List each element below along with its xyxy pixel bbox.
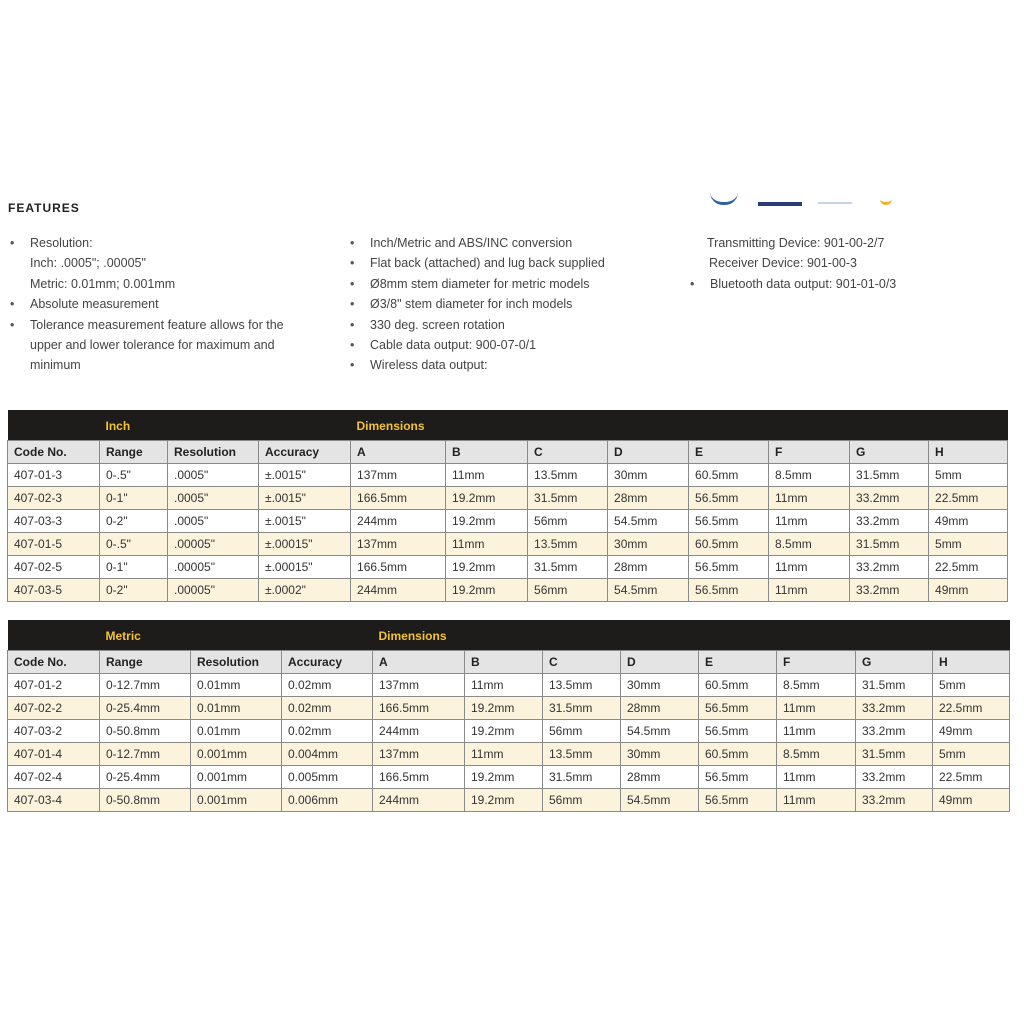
table-cell: 0.006mm: [282, 789, 373, 812]
features-heading: FEATURES: [8, 201, 80, 215]
table-row: [8, 487, 1008, 510]
table-cell: 11mm: [465, 674, 543, 697]
table-row: [8, 510, 1008, 533]
band-label-dimensions: Dimensions: [373, 620, 1010, 651]
column-header: Accuracy: [282, 651, 373, 674]
table-cell: ±.00015": [259, 533, 351, 556]
table-cell: 30mm: [621, 743, 699, 766]
table-cell: 0-25.4mm: [100, 766, 191, 789]
column-header: E: [699, 651, 777, 674]
table-cell: 31.5mm: [856, 674, 933, 697]
table-cell: 19.2mm: [465, 720, 543, 743]
table-cell: 407-03-2: [8, 720, 100, 743]
table-cell: 13.5mm: [543, 743, 621, 766]
table-cell: 54.5mm: [608, 510, 689, 533]
features-column-3: [688, 233, 1018, 294]
table-cell: 33.2mm: [850, 556, 929, 579]
table-cell: 33.2mm: [850, 510, 929, 533]
logo-mark: [758, 196, 802, 206]
table-cell: 19.2mm: [446, 487, 528, 510]
table-cell: 0.001mm: [191, 766, 282, 789]
table-cell: 5mm: [929, 533, 1008, 556]
band-label-dimensions: Dimensions: [351, 410, 1008, 441]
table-cell: 11mm: [465, 743, 543, 766]
table-cell: 0.02mm: [282, 720, 373, 743]
table-cell: 11mm: [769, 510, 850, 533]
feature-item: [688, 253, 1018, 273]
table-cell: 0-1": [100, 556, 168, 579]
table-cell: 56.5mm: [699, 720, 777, 743]
table-cell: 56mm: [528, 579, 608, 602]
table-cell: 19.2mm: [446, 556, 528, 579]
feature-text: Wireless data output:: [370, 358, 488, 373]
band-label-unit: Inch: [100, 410, 351, 441]
table-cell: 0-25.4mm: [100, 697, 191, 720]
feature-text: Ø3/8" stem diameter for inch models: [370, 297, 573, 312]
table-cell: 0-.5": [100, 464, 168, 487]
table-cell: 166.5mm: [351, 556, 446, 579]
table-cell: 5mm: [933, 743, 1010, 766]
table-cell: 54.5mm: [621, 789, 699, 812]
table-cell: 407-02-4: [8, 766, 100, 789]
table-row: [8, 579, 1008, 602]
table-cell: 166.5mm: [373, 766, 465, 789]
column-header: H: [929, 441, 1008, 464]
column-header: Code No.: [8, 651, 100, 674]
feature-text: Resolution:: [30, 236, 93, 250]
column-header: B: [446, 441, 528, 464]
table-cell: 60.5mm: [689, 464, 769, 487]
table-cell: 407-02-5: [8, 556, 100, 579]
table-cell: 31.5mm: [850, 533, 929, 556]
feature-item: [8, 315, 328, 335]
feature-item: [348, 355, 668, 375]
table-cell: 56mm: [528, 510, 608, 533]
table-cell: 60.5mm: [699, 743, 777, 766]
feature-text: upper and lower tolerance for maximum and: [30, 338, 275, 353]
table-cell: 244mm: [373, 789, 465, 812]
table-cell: 137mm: [351, 533, 446, 556]
feature-text: Inch: .0005"; .00005": [30, 256, 146, 271]
column-header: Range: [100, 651, 191, 674]
table-cell: 22.5mm: [933, 766, 1010, 789]
table-cell: 11mm: [777, 697, 856, 720]
table-cell: 166.5mm: [373, 697, 465, 720]
feature-item: [8, 253, 328, 273]
table-cell: 49mm: [929, 579, 1008, 602]
table-cell: 13.5mm: [543, 674, 621, 697]
column-header: Code No.: [8, 441, 100, 464]
table-cell: 0.01mm: [191, 720, 282, 743]
table-row: [8, 697, 1010, 720]
feature-text: Absolute measurement: [30, 297, 159, 312]
table-cell: ±.0015": [259, 464, 351, 487]
table-cell: 0-12.7mm: [100, 674, 191, 697]
table-cell: 11mm: [446, 533, 528, 556]
table-cell: 407-02-2: [8, 697, 100, 720]
table-cell: 407-02-3: [8, 487, 100, 510]
table-cell: 31.5mm: [543, 766, 621, 789]
table-cell: 19.2mm: [465, 789, 543, 812]
table-cell: 11mm: [769, 556, 850, 579]
table-cell: 0-2": [100, 579, 168, 602]
table-cell: 49mm: [929, 510, 1008, 533]
table-cell: 8.5mm: [777, 674, 856, 697]
table-cell: 0.02mm: [282, 674, 373, 697]
column-header: B: [465, 651, 543, 674]
table-cell: 56.5mm: [699, 766, 777, 789]
table-cell: 0-1": [100, 487, 168, 510]
table-cell: .00005": [168, 579, 259, 602]
table-row: [8, 720, 1010, 743]
table-cell: 28mm: [608, 556, 689, 579]
band-label-unit: Metric: [100, 620, 373, 651]
table-cell: ±.0015": [259, 487, 351, 510]
table-cell: 0.02mm: [282, 697, 373, 720]
table-cell: 13.5mm: [528, 533, 608, 556]
table-cell: 31.5mm: [543, 697, 621, 720]
table-cell: 19.2mm: [446, 510, 528, 533]
table-cell: ±.0015": [259, 510, 351, 533]
table-cell: 0-50.8mm: [100, 789, 191, 812]
column-header: Resolution: [168, 441, 259, 464]
table-cell: 54.5mm: [608, 579, 689, 602]
feature-item: [348, 335, 668, 355]
table-cell: 28mm: [621, 766, 699, 789]
feature-text: Tolerance measurement feature allows for the: [30, 317, 284, 332]
table-cell: 22.5mm: [929, 487, 1008, 510]
column-header: A: [373, 651, 465, 674]
metric-spec-table: [7, 620, 1010, 812]
table-cell: 0-12.7mm: [100, 743, 191, 766]
table-row: [8, 464, 1008, 487]
feature-text: Bluetooth data output: 901-01-0/3: [710, 276, 897, 291]
table-cell: 33.2mm: [856, 697, 933, 720]
table-cell: 137mm: [373, 674, 465, 697]
feature-item: [348, 274, 668, 294]
feature-text: minimum: [30, 358, 81, 373]
table-cell: 60.5mm: [699, 674, 777, 697]
table-row: [8, 556, 1008, 579]
table-cell: .00005": [168, 556, 259, 579]
column-header: Accuracy: [259, 441, 351, 464]
table-cell: 28mm: [608, 487, 689, 510]
table-cell: 0.001mm: [191, 789, 282, 812]
features-list: [8, 233, 328, 376]
table-cell: .0005": [168, 487, 259, 510]
table-row: [8, 743, 1010, 766]
table-cell: .00005": [168, 533, 259, 556]
logo-mark: [818, 196, 852, 204]
feature-text: Ø8mm stem diameter for metric models: [370, 276, 590, 291]
table-cell: 407-01-5: [8, 533, 100, 556]
column-header: F: [777, 651, 856, 674]
column-header: E: [689, 441, 769, 464]
table-cell: 11mm: [777, 766, 856, 789]
feature-item: [348, 315, 668, 335]
table-cell: 11mm: [446, 464, 528, 487]
column-header: G: [856, 651, 933, 674]
feature-item: [8, 274, 328, 294]
table-cell: 0-.5": [100, 533, 168, 556]
column-header: H: [933, 651, 1010, 674]
table-header-row: [8, 441, 1008, 464]
table-band: [8, 410, 1008, 441]
table-cell: 22.5mm: [933, 697, 1010, 720]
table-cell: 11mm: [769, 579, 850, 602]
table-cell: 56mm: [543, 720, 621, 743]
table-cell: 0.01mm: [191, 697, 282, 720]
table-cell: .0005": [168, 510, 259, 533]
table-cell: 13.5mm: [528, 464, 608, 487]
table-cell: 8.5mm: [769, 533, 850, 556]
table-cell: 49mm: [933, 789, 1010, 812]
table-cell: 407-01-2: [8, 674, 100, 697]
features-column-2: [348, 233, 668, 376]
feature-text: Metric: 0.01mm; 0.001mm: [30, 276, 176, 291]
column-header: A: [351, 441, 446, 464]
table-cell: 407-03-5: [8, 579, 100, 602]
column-header: F: [769, 441, 850, 464]
table-cell: 19.2mm: [446, 579, 528, 602]
table-cell: 30mm: [608, 533, 689, 556]
table-cell: 11mm: [769, 487, 850, 510]
table-cell: 0-50.8mm: [100, 720, 191, 743]
table-cell: 33.2mm: [850, 487, 929, 510]
table-cell: 54.5mm: [621, 720, 699, 743]
table-cell: 8.5mm: [769, 464, 850, 487]
table-row: [8, 789, 1010, 812]
table-cell: 0.01mm: [191, 674, 282, 697]
table-cell: 5mm: [933, 674, 1010, 697]
table-cell: 244mm: [351, 510, 446, 533]
table-cell: 31.5mm: [856, 743, 933, 766]
table-cell: 56.5mm: [689, 510, 769, 533]
table-cell: 56.5mm: [699, 789, 777, 812]
table-cell: 19.2mm: [465, 697, 543, 720]
table-cell: 19.2mm: [465, 766, 543, 789]
features-list: [348, 233, 668, 376]
table-cell: 407-01-3: [8, 464, 100, 487]
feature-item: [8, 355, 328, 375]
table-row: [8, 533, 1008, 556]
feature-text: Cable data output: 900-07-0/1: [370, 338, 537, 353]
table-band: [8, 620, 1010, 651]
table-cell: 31.5mm: [528, 556, 608, 579]
table-cell: 56.5mm: [689, 487, 769, 510]
table-cell: 137mm: [351, 464, 446, 487]
feature-item: [348, 233, 668, 253]
table-cell: 31.5mm: [528, 487, 608, 510]
table-row: [8, 674, 1010, 697]
table-cell: 407-03-3: [8, 510, 100, 533]
table-cell: 137mm: [373, 743, 465, 766]
feature-text: Receiver Device: 901-00-3: [709, 256, 857, 271]
table-cell: 0.001mm: [191, 743, 282, 766]
column-header: Range: [100, 441, 168, 464]
table-cell: 166.5mm: [351, 487, 446, 510]
certification-logos: [700, 192, 940, 206]
feature-text: Inch/Metric and ABS/INC conversion: [370, 236, 573, 250]
table-cell: .0005": [168, 464, 259, 487]
feature-text: 330 deg. screen rotation: [370, 317, 505, 332]
feature-text: Transmitting Device: 901-00-2/7: [707, 236, 885, 250]
column-header: D: [621, 651, 699, 674]
table-cell: 0.005mm: [282, 766, 373, 789]
inch-spec-table: [7, 410, 1008, 602]
table-cell: 33.2mm: [856, 789, 933, 812]
table-cell: 22.5mm: [929, 556, 1008, 579]
table-cell: 0-2": [100, 510, 168, 533]
table-cell: 244mm: [351, 579, 446, 602]
table-cell: 33.2mm: [850, 579, 929, 602]
table-cell: 407-01-4: [8, 743, 100, 766]
table-cell: 28mm: [621, 697, 699, 720]
table-cell: 56.5mm: [699, 697, 777, 720]
table-cell: 30mm: [621, 674, 699, 697]
table-cell: ±.00015": [259, 556, 351, 579]
feature-item: [8, 294, 328, 314]
features-column-1: [8, 233, 328, 376]
logo-mark: [710, 192, 738, 205]
table-cell: ±.0002": [259, 579, 351, 602]
column-header: G: [850, 441, 929, 464]
table-cell: 30mm: [608, 464, 689, 487]
table-cell: 49mm: [933, 720, 1010, 743]
column-header: C: [528, 441, 608, 464]
table-cell: 244mm: [373, 720, 465, 743]
table-cell: 11mm: [777, 789, 856, 812]
feature-item: [8, 335, 328, 355]
feature-item: [8, 233, 328, 253]
table-cell: 56.5mm: [689, 579, 769, 602]
column-header: C: [543, 651, 621, 674]
features-list: [688, 233, 1018, 294]
table-cell: 56.5mm: [689, 556, 769, 579]
table-cell: 0.004mm: [282, 743, 373, 766]
feature-item: [688, 274, 1018, 294]
table-header-row: [8, 651, 1010, 674]
logo-mark: [880, 196, 892, 205]
table-cell: 31.5mm: [850, 464, 929, 487]
table-cell: 407-03-4: [8, 789, 100, 812]
feature-item: [348, 294, 668, 314]
table-cell: 8.5mm: [777, 743, 856, 766]
table-cell: 33.2mm: [856, 766, 933, 789]
table-cell: 5mm: [929, 464, 1008, 487]
feature-item: [348, 253, 668, 273]
table-cell: 60.5mm: [689, 533, 769, 556]
table-cell: 11mm: [777, 720, 856, 743]
table-cell: 56mm: [543, 789, 621, 812]
feature-text: Flat back (attached) and lug back supplied: [370, 256, 605, 271]
table-row: [8, 766, 1010, 789]
column-header: D: [608, 441, 689, 464]
column-header: Resolution: [191, 651, 282, 674]
feature-item: [688, 233, 1018, 253]
table-cell: 33.2mm: [856, 720, 933, 743]
